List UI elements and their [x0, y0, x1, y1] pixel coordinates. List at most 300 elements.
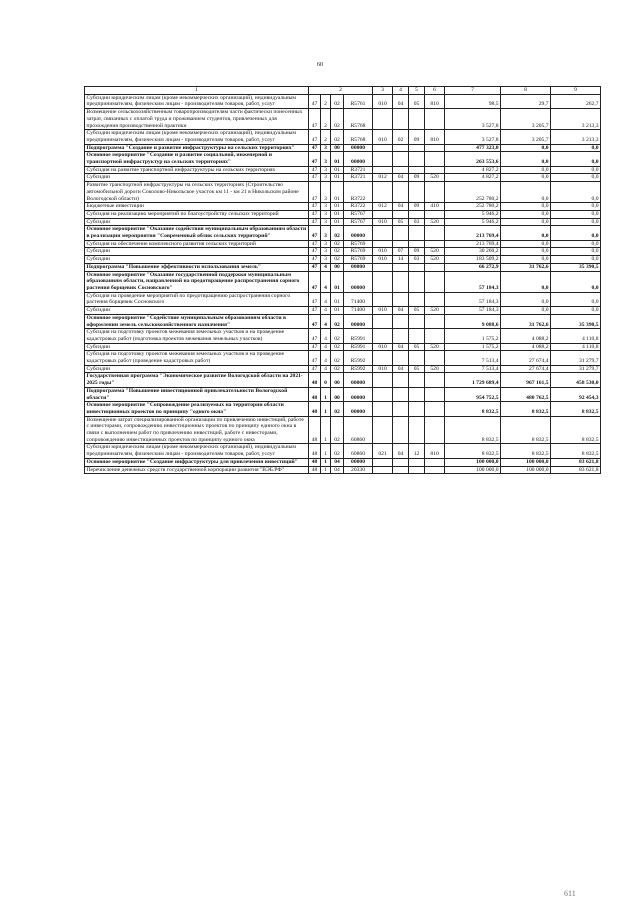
amount-2022-cell: 0,0: [501, 182, 551, 203]
subsection-code-cell: 05: [409, 94, 425, 108]
admin-code-cell: [373, 240, 393, 248]
code-direction-cell: R5767: [344, 210, 373, 218]
code-measure-cell: 02: [331, 365, 344, 373]
section-code-cell: [393, 402, 409, 416]
code-program-cell: 47: [309, 174, 321, 182]
code-program-cell: 47: [309, 109, 321, 130]
amount-2021-cell: 3 527,8: [445, 109, 501, 130]
code-program-cell: 48: [309, 402, 321, 416]
expense-type-cell: [425, 292, 445, 306]
section-code-cell: [393, 466, 409, 474]
table-row: [85, 351, 601, 365]
header-cell: 6: [425, 87, 445, 95]
expense-type-cell: [425, 263, 445, 271]
code-measure-cell: 02: [331, 343, 344, 351]
amount-2021-cell: 9 088,6: [445, 314, 501, 328]
header-cell: 8: [501, 87, 551, 95]
table-row: [85, 144, 601, 152]
table-row: [85, 182, 601, 203]
table-row: [85, 402, 601, 416]
code-program-cell: 47: [309, 182, 321, 203]
admin-code-cell: [373, 182, 393, 203]
amount-2023-cell: 8 832,5: [551, 444, 601, 458]
amount-2023-cell: 3 213,3: [551, 109, 601, 130]
code-subprogram-cell: 4: [321, 329, 331, 343]
code-subprogram-cell: 1: [321, 387, 331, 401]
code-measure-cell: 02: [331, 416, 344, 444]
code-program-cell: 47: [309, 152, 321, 166]
code-subprogram-cell: 4: [321, 343, 331, 351]
row-name-cell: Подпрограмма "Повышение эффективности использования земель": [85, 263, 309, 271]
code-measure-cell: 01: [331, 182, 344, 203]
code-direction-cell: 00000: [344, 263, 373, 271]
code-direction-cell: 20330: [344, 466, 373, 474]
code-measure-cell: 02: [331, 240, 344, 248]
expense-type-cell: 520: [425, 256, 445, 264]
code-program-cell: 48: [309, 458, 321, 466]
amount-2021-cell: 263 553,6: [445, 152, 501, 166]
amount-2022-cell: 0,0: [501, 256, 551, 264]
code-subprogram-cell: 3: [321, 256, 331, 264]
code-subprogram-cell: 3: [321, 240, 331, 248]
admin-code-cell: 010: [373, 218, 393, 226]
expense-type-cell: [425, 182, 445, 203]
amount-2023-cell: 31 279,7: [551, 365, 601, 373]
amount-2022-cell: 4 088,2: [501, 329, 551, 343]
section-code-cell: [393, 109, 409, 130]
table-row: [85, 343, 601, 351]
code-program-cell: 47: [309, 240, 321, 248]
section-code-cell: [393, 152, 409, 166]
expense-type-cell: 810: [425, 130, 445, 144]
code-measure-cell: 01: [331, 292, 344, 306]
code-program-cell: 48: [309, 387, 321, 401]
amount-2021-cell: 4 827,2: [445, 174, 501, 182]
amount-2023-cell: 0,0: [551, 144, 601, 152]
header-cell: 4: [393, 87, 409, 95]
amount-2022-cell: 8 832,5: [501, 444, 551, 458]
amount-2022-cell: 27 674,4: [501, 351, 551, 365]
amount-2022-cell: 967 161,5: [501, 373, 551, 387]
subsection-code-cell: [409, 329, 425, 343]
code-direction-cell: R5992: [344, 351, 373, 365]
admin-code-cell: [373, 387, 393, 401]
code-measure-cell: 01: [331, 203, 344, 211]
code-subprogram-cell: 1: [321, 402, 331, 416]
table-row: [85, 226, 601, 240]
code-program-cell: 47: [309, 271, 321, 292]
amount-2021-cell: 7 513,4: [445, 365, 501, 373]
section-code-cell: [393, 292, 409, 306]
admin-code-cell: 010: [373, 130, 393, 144]
code-program-cell: 47: [309, 226, 321, 240]
admin-code-cell: [373, 271, 393, 292]
code-measure-cell: 02: [331, 130, 344, 144]
subsection-code-cell: [409, 292, 425, 306]
admin-code-cell: [373, 226, 393, 240]
amount-2021-cell: 1 729 689,4: [445, 373, 501, 387]
amount-2022-cell: 0,0: [501, 307, 551, 315]
code-direction-cell: R3721: [344, 166, 373, 174]
code-direction-cell: 00000: [344, 314, 373, 328]
amount-2022-cell: 31 762,6: [501, 263, 551, 271]
amount-2021-cell: 30 260,2: [445, 248, 501, 256]
row-name-cell: Подпрограмма "Повышение инвестиционной привлекательности Вологодской области": [85, 387, 309, 401]
table-row: [85, 203, 601, 211]
code-subprogram-cell: 3: [321, 174, 331, 182]
table-row: [85, 365, 601, 373]
subsection-code-cell: [409, 226, 425, 240]
table-row: [85, 373, 601, 387]
expense-type-cell: 520: [425, 343, 445, 351]
subsection-code-cell: [409, 351, 425, 365]
code-direction-cell: R5991: [344, 329, 373, 343]
row-name-cell: Субсидии юридическим лицам (кроме некоммерческих организаций), индивидуальным предпринимателям, физическим лицам - производителям товаров, работ, услуг: [85, 444, 309, 458]
expense-type-cell: 520: [425, 248, 445, 256]
code-direction-cell: R5768: [344, 109, 373, 130]
table-row: [85, 210, 601, 218]
code-program-cell: 47: [309, 203, 321, 211]
section-code-cell: [393, 271, 409, 292]
amount-2022-cell: 100 000,0: [501, 466, 551, 474]
code-subprogram-cell: 3: [321, 226, 331, 240]
table-body: [85, 94, 601, 474]
code-program-cell: 47: [309, 248, 321, 256]
amount-2021-cell: 57 184,3: [445, 292, 501, 306]
subsection-code-cell: [409, 152, 425, 166]
code-subprogram-cell: 3: [321, 210, 331, 218]
section-code-cell: 04: [393, 203, 409, 211]
row-name-cell: Субсидии: [85, 218, 309, 226]
row-name-cell: Перечисление денежных средств государственной корпорации развития "ВЭБ.РФ": [85, 466, 309, 474]
section-code-cell: [393, 166, 409, 174]
code-direction-cell: 60860: [344, 444, 373, 458]
amount-2022-cell: 0,0: [501, 271, 551, 292]
amount-2022-cell: 0,0: [501, 166, 551, 174]
sheet-mark: 611: [564, 889, 576, 898]
header-cell: 2: [309, 87, 373, 95]
amount-2021-cell: 66 272,9: [445, 263, 501, 271]
row-name-cell: Субсидия на реализацию мероприятий по благоустройству сельских территорий: [85, 210, 309, 218]
expense-type-cell: [425, 373, 445, 387]
amount-2021-cell: 954 752,5: [445, 387, 501, 401]
code-program-cell: 48: [309, 466, 321, 474]
amount-2022-cell: 8 832,5: [501, 416, 551, 444]
code-subprogram-cell: 3: [321, 144, 331, 152]
subsection-code-cell: 09: [409, 174, 425, 182]
amount-2022-cell: 480 762,5: [501, 387, 551, 401]
expense-type-cell: [425, 240, 445, 248]
code-measure-cell: 01: [331, 210, 344, 218]
amount-2021-cell: 183 509,2: [445, 256, 501, 264]
code-program-cell: 47: [309, 263, 321, 271]
amount-2023-cell: 35 390,5: [551, 263, 601, 271]
admin-code-cell: [373, 210, 393, 218]
table-row: [85, 240, 601, 248]
table-row: [85, 387, 601, 401]
amount-2021-cell: 5 946,2: [445, 210, 501, 218]
code-direction-cell: R5768: [344, 130, 373, 144]
subsection-code-cell: [409, 373, 425, 387]
section-code-cell: 04: [393, 174, 409, 182]
code-subprogram-cell: 3: [321, 182, 331, 203]
code-program-cell: 47: [309, 365, 321, 373]
amount-2023-cell: 0,0: [551, 166, 601, 174]
admin-code-cell: [373, 351, 393, 365]
table-row: [85, 329, 601, 343]
row-name-cell: Субсидии: [85, 248, 309, 256]
code-subprogram-cell: 4: [321, 263, 331, 271]
code-measure-cell: 01: [331, 174, 344, 182]
header-cell: 9: [551, 87, 601, 95]
code-measure-cell: 02: [331, 329, 344, 343]
header-cell: 5: [409, 87, 425, 95]
admin-code-cell: [373, 329, 393, 343]
section-code-cell: 04: [393, 94, 409, 108]
amount-2023-cell: 8 832,5: [551, 402, 601, 416]
amount-2021-cell: 8 832,5: [445, 402, 501, 416]
subsection-code-cell: [409, 314, 425, 328]
row-name-cell: Субсидия на подготовку проектов межевания земельных участков и на проведение кадастровых работ (подготовка проектов межевания земельных участков): [85, 329, 309, 343]
amount-2022-cell: 3 205,7: [501, 130, 551, 144]
amount-2022-cell: 0,0: [501, 144, 551, 152]
amount-2021-cell: 57 184,3: [445, 271, 501, 292]
amount-2023-cell: 83 621,8: [551, 458, 601, 466]
subsection-code-cell: [409, 166, 425, 174]
amount-2023-cell: 0,0: [551, 256, 601, 264]
amount-2023-cell: 0,0: [551, 203, 601, 211]
admin-code-cell: 010: [373, 256, 393, 264]
table-header-row: [85, 87, 601, 95]
code-direction-cell: 00000: [344, 458, 373, 466]
amount-2023-cell: 35 390,5: [551, 314, 601, 328]
amount-2022-cell: 0,0: [501, 218, 551, 226]
amount-2021-cell: 477 323,0: [445, 144, 501, 152]
code-direction-cell: R5769: [344, 240, 373, 248]
code-measure-cell: 02: [331, 94, 344, 108]
admin-code-cell: 021: [373, 444, 393, 458]
row-name-cell: Возмещение сельскохозяйственным товаропроизводителям части фактически понесенных затрат, связанных с оплатой труда и проживанием студентов, привлеченных для прохождения производственной практики: [85, 109, 309, 130]
expense-type-cell: [425, 210, 445, 218]
section-code-cell: [393, 240, 409, 248]
code-measure-cell: 00: [331, 387, 344, 401]
code-subprogram-cell: 3: [321, 166, 331, 174]
row-name-cell: Основное мероприятие "Оказание содействия муниципальным образованиям области в реализации мероприятия "Современный облик сельских территорий": [85, 226, 309, 240]
code-program-cell: 47: [309, 166, 321, 174]
code-program-cell: 47: [309, 144, 321, 152]
admin-code-cell: [373, 373, 393, 387]
admin-code-cell: [373, 144, 393, 152]
code-measure-cell: 01: [331, 218, 344, 226]
code-direction-cell: 71400: [344, 307, 373, 315]
subsection-code-cell: [409, 263, 425, 271]
code-direction-cell: R5769: [344, 248, 373, 256]
code-program-cell: 48: [309, 373, 321, 387]
row-name-cell: Субсидия на проведение мероприятий по предотвращению распространения сорного растения борщевик Сосновского: [85, 292, 309, 306]
code-program-cell: 48: [309, 444, 321, 458]
subsection-code-cell: [409, 240, 425, 248]
code-subprogram-cell: 4: [321, 271, 331, 292]
code-subprogram-cell: 1: [321, 458, 331, 466]
table-row: [85, 416, 601, 444]
section-code-cell: [393, 144, 409, 152]
section-code-cell: 04: [393, 444, 409, 458]
amount-2021-cell: 98,5: [445, 94, 501, 108]
code-program-cell: 47: [309, 343, 321, 351]
section-code-cell: [393, 416, 409, 444]
row-name-cell: Субсидии: [85, 174, 309, 182]
subsection-code-cell: [409, 416, 425, 444]
amount-2021-cell: 7 513,4: [445, 351, 501, 365]
expense-type-cell: [425, 166, 445, 174]
code-subprogram-cell: 4: [321, 365, 331, 373]
expense-type-cell: 520: [425, 307, 445, 315]
amount-2023-cell: 0,0: [551, 271, 601, 292]
section-code-cell: [393, 263, 409, 271]
code-program-cell: 47: [309, 256, 321, 264]
expense-type-cell: [425, 329, 445, 343]
code-measure-cell: 01: [331, 152, 344, 166]
admin-code-cell: [373, 466, 393, 474]
amount-2022-cell: 31 762,6: [501, 314, 551, 328]
subsection-code-cell: 03: [409, 218, 425, 226]
amount-2022-cell: 27 674,4: [501, 365, 551, 373]
header-cell: 7: [445, 87, 501, 95]
admin-code-cell: [373, 314, 393, 328]
admin-code-cell: [373, 402, 393, 416]
admin-code-cell: 010: [373, 94, 393, 108]
code-program-cell: 47: [309, 329, 321, 343]
section-code-cell: [393, 182, 409, 203]
table-row: [85, 174, 601, 182]
amount-2021-cell: 57 184,3: [445, 307, 501, 315]
code-direction-cell: R3722: [344, 182, 373, 203]
code-measure-cell: 02: [331, 444, 344, 458]
code-measure-cell: 01: [331, 166, 344, 174]
section-code-cell: [393, 329, 409, 343]
amount-2021-cell: 1 575,2: [445, 343, 501, 351]
expense-type-cell: 520: [425, 174, 445, 182]
expense-type-cell: [425, 109, 445, 130]
expense-type-cell: 520: [425, 365, 445, 373]
admin-code-cell: 010: [373, 365, 393, 373]
code-subprogram-cell: 2: [321, 130, 331, 144]
page-number: 60: [317, 62, 323, 68]
amount-2023-cell: 0,0: [551, 240, 601, 248]
section-code-cell: [393, 373, 409, 387]
code-direction-cell: 00000: [344, 373, 373, 387]
code-subprogram-cell: 1: [321, 466, 331, 474]
amount-2022-cell: 4 088,2: [501, 343, 551, 351]
code-measure-cell: 01: [331, 271, 344, 292]
code-program-cell: 47: [309, 351, 321, 365]
amount-2021-cell: 8 832,5: [445, 416, 501, 444]
code-direction-cell: R5761: [344, 94, 373, 108]
amount-2022-cell: 0,0: [501, 226, 551, 240]
code-program-cell: 47: [309, 314, 321, 328]
subsection-code-cell: 09: [409, 130, 425, 144]
amount-2023-cell: 83 621,8: [551, 466, 601, 474]
expense-type-cell: 810: [425, 444, 445, 458]
code-direction-cell: R5992: [344, 365, 373, 373]
amount-2023-cell: 0,0: [551, 210, 601, 218]
admin-code-cell: [373, 416, 393, 444]
row-name-cell: Основное мероприятие "Содействие муниципальным образованиям области в оформлении земель сельскохозяйственного назначения": [85, 314, 309, 328]
amount-2023-cell: 4 110,8: [551, 343, 601, 351]
table-row: [85, 218, 601, 226]
amount-2021-cell: 213 769,4: [445, 240, 501, 248]
row-name-cell: Субсидии: [85, 307, 309, 315]
code-direction-cell: 00000: [344, 226, 373, 240]
table-row: [85, 248, 601, 256]
amount-2022-cell: 0,0: [501, 174, 551, 182]
code-direction-cell: 00000: [344, 144, 373, 152]
row-name-cell: Возмещение затрат специализированной организации по привлечению инвестиций, работе с инвесторами, сопровождению инвестиционных проектов по принципу единого окна в связи с выполнением работ по привлечению инвестиций, работе с инвесторами, сопровождению инвестиционных проектов по принципу единого окна: [85, 416, 309, 444]
amount-2023-cell: 0,0: [551, 226, 601, 240]
amount-2022-cell: 29,7: [501, 94, 551, 108]
row-name-cell: Субсидии: [85, 256, 309, 264]
subsection-code-cell: [409, 109, 425, 130]
subsection-code-cell: [409, 466, 425, 474]
admin-code-cell: [373, 109, 393, 130]
subsection-code-cell: 09: [409, 203, 425, 211]
table-row: [85, 166, 601, 174]
admin-code-cell: 012: [373, 203, 393, 211]
code-subprogram-cell: 2: [321, 94, 331, 108]
row-name-cell: Субсидии юридическим лицам (кроме некоммерческих организаций), индивидуальным предпринимателям, физическим лицам - производителям товаров, работ, услуг: [85, 94, 309, 108]
code-measure-cell: 02: [331, 248, 344, 256]
section-code-cell: [393, 226, 409, 240]
table-row: [85, 466, 601, 474]
expense-type-cell: [425, 458, 445, 466]
section-code-cell: [393, 314, 409, 328]
amount-2023-cell: 92 454,3: [551, 387, 601, 401]
code-direction-cell: 00000: [344, 387, 373, 401]
table-row: [85, 94, 601, 108]
amount-2021-cell: 213 769,4: [445, 226, 501, 240]
code-direction-cell: R3722: [344, 203, 373, 211]
subsection-code-cell: 05: [409, 343, 425, 351]
code-program-cell: 47: [309, 130, 321, 144]
code-measure-cell: 02: [331, 314, 344, 328]
code-direction-cell: 71400: [344, 292, 373, 306]
subsection-code-cell: 12: [409, 444, 425, 458]
admin-code-cell: 010: [373, 248, 393, 256]
table-row: [85, 314, 601, 328]
expense-type-cell: [425, 416, 445, 444]
section-code-cell: [393, 210, 409, 218]
admin-code-cell: [373, 458, 393, 466]
code-program-cell: 47: [309, 210, 321, 218]
row-name-cell: Субсидия на подготовку проектов межевания земельных участков и на проведение кадастровых работ (проведение кадастровых работ): [85, 351, 309, 365]
amount-2022-cell: 100 000,0: [501, 458, 551, 466]
code-direction-cell: R5769: [344, 256, 373, 264]
expense-type-cell: [425, 351, 445, 365]
expense-type-cell: [425, 387, 445, 401]
amount-2021-cell: 4 827,2: [445, 166, 501, 174]
section-code-cell: 04: [393, 365, 409, 373]
table-row: [85, 458, 601, 466]
amount-2023-cell: 8 832,5: [551, 416, 601, 444]
expense-type-cell: [425, 144, 445, 152]
code-subprogram-cell: 3: [321, 218, 331, 226]
subsection-code-cell: 03: [409, 256, 425, 264]
section-code-cell: 05: [393, 218, 409, 226]
code-subprogram-cell: 4: [321, 307, 331, 315]
subsection-code-cell: 05: [409, 307, 425, 315]
table-row: [85, 109, 601, 130]
amount-2022-cell: 0,0: [501, 210, 551, 218]
